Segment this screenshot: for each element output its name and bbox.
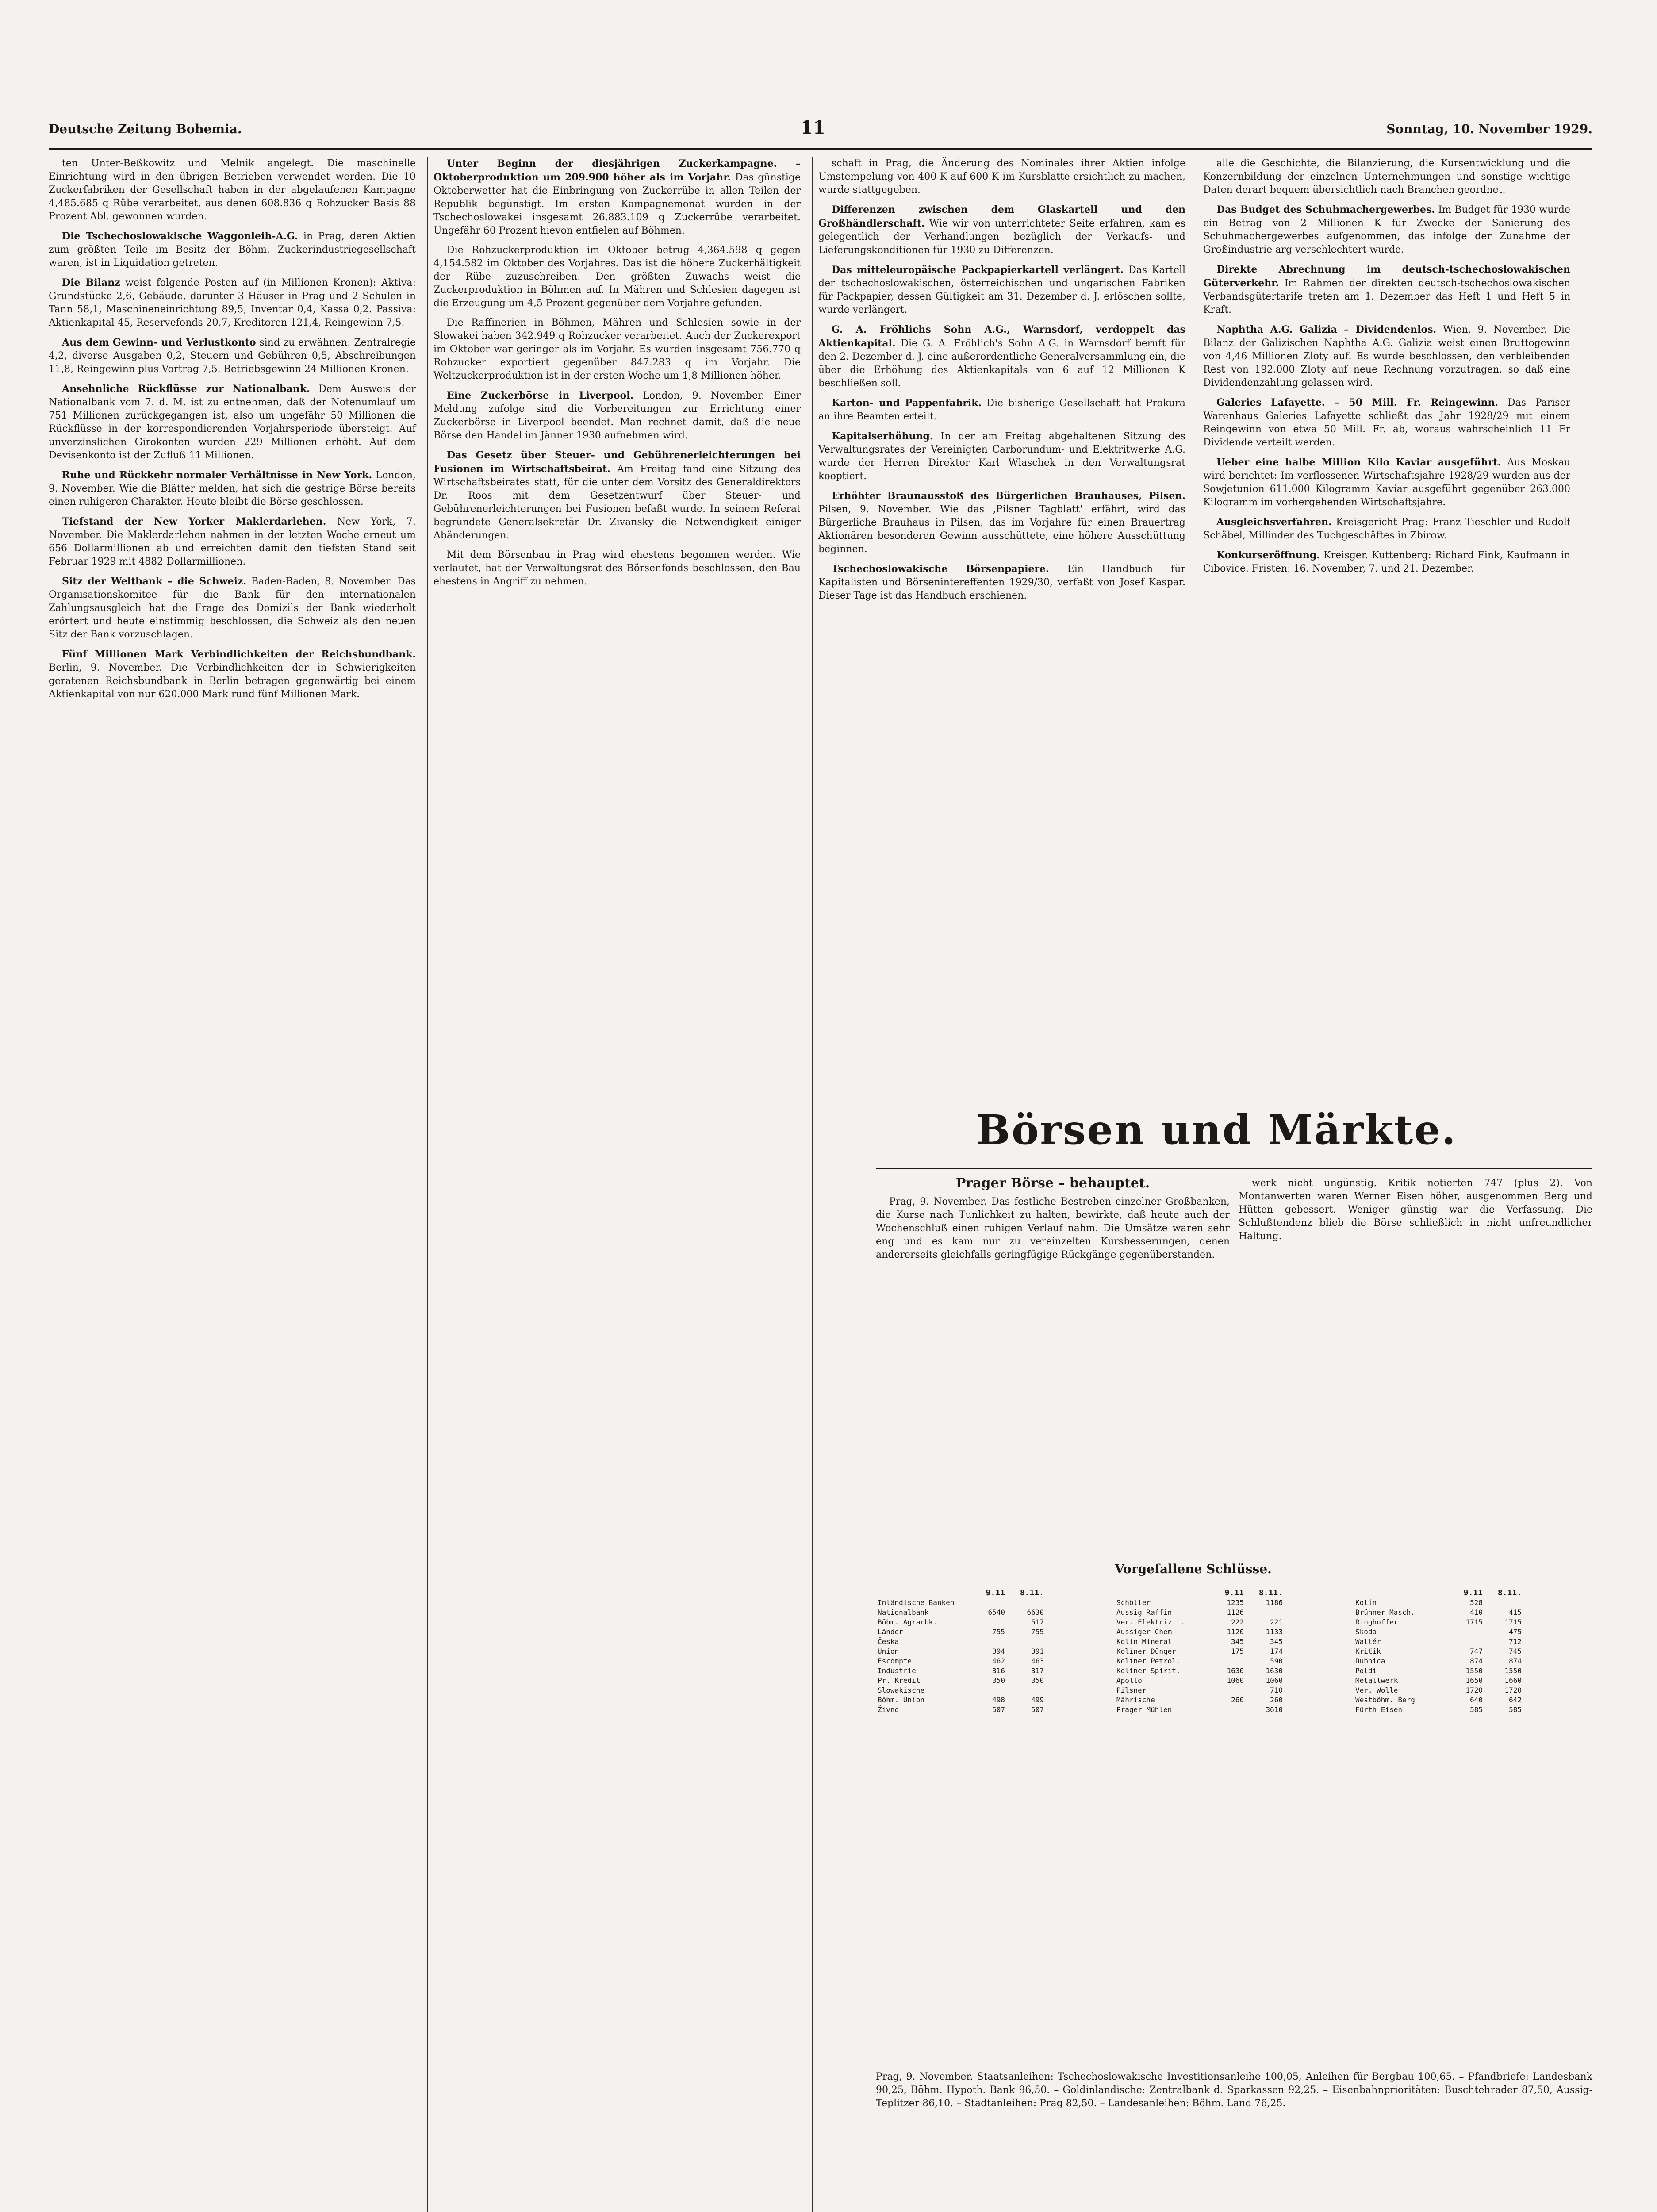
- article-paragraph: [818, 263, 1185, 317]
- security-name: Pr. Kredit: [878, 1676, 921, 1685]
- quotes-date-header: 9.11: [986, 1588, 1005, 1598]
- article-paragraph: [818, 396, 1185, 423]
- quote-value: 712: [1509, 1637, 1522, 1646]
- article-headline: Fünf Millionen Mark Verbindlichkeiten der Reichsbundbank.: [62, 649, 416, 660]
- article-text: Dem Ausweis der Nationalbank vom 7. d. M. ist zu entnehmen, daß der Notenumlauf um 751 Millionen zurückgegangen ist, also um ungefähr 50 Millionen die Rückflüsse in der korrespondierenden Vorjahrsperiode übersteigt. Auf unverzinslichen Girokonten wurden 229 Millionen erhöht. Auf dem Devisenkonto ist der Zufluß 11 Millionen.: [49, 384, 416, 461]
- security-name: Kolin Mineral: [1116, 1637, 1172, 1646]
- quote-row: [1354, 1627, 1523, 1637]
- quotes-header-row: [1354, 1588, 1523, 1598]
- quote-value: 874: [1509, 1657, 1522, 1665]
- article-text: New York, 7. November. Die Maklerdarlehen nahmen in der letzten Woche erneut um 656 Dollarmillionen ab und erreichten damit den tiefsten Stand seit Februar 1929 mit 4882 Dollarmillionen.: [49, 516, 416, 567]
- article-paragraph: [818, 430, 1185, 483]
- article-paragraph: [818, 562, 1185, 603]
- article-headline: Naphtha A.G. Galizia – Dividendenlos.: [1216, 324, 1437, 335]
- quote-value: 350: [992, 1676, 1005, 1685]
- quote-row: [876, 1705, 1046, 1715]
- quote-value: 410: [1470, 1608, 1483, 1617]
- quote-value: 6630: [1027, 1608, 1044, 1617]
- quote-value: 6540: [988, 1608, 1005, 1617]
- quote-row: [876, 1608, 1046, 1617]
- article-text: Baden-Baden, 8. November. Das Organisationskomitee für die Bank für den internationalen Zahlungsausgleich hat die Frage des Domizils der Bank wiederholt erörtert und heute einstimmig beschlossen, die Schweiz als den neuen Sitz der Bank vorzuschlagen.: [49, 576, 416, 640]
- quote-row: [876, 1617, 1046, 1627]
- quote-value: [1007, 1598, 1046, 1608]
- quote-value: 462: [992, 1657, 1005, 1665]
- quote-value: 475: [1509, 1628, 1522, 1636]
- quote-value: 175: [1231, 1647, 1244, 1655]
- market-report-text: Prag, 9. November. Das festliche Bestreben einzelner Großbanken, die Kurse nach Tunlichkeit zu halten, bewirkte, daß heute auch der Wochenschluß einen ruhigen Verlauf nahm. Die Umsätze waren sehr eng und es kam nur zu vereinzelten Kursbesserungen, denen andererseits gleichfalls geringfügige Rückgänge gegenüberstanden.: [876, 1196, 1230, 1260]
- quote-row: [1354, 1676, 1523, 1686]
- article-text: ten Unter-Beßkowitz und Melnik angelegt. Die maschinelle Einrichtung wird in den übrigen Betrieben verwendet werden. Die 10 Zuckerfabriken der Gesellschaft haben in der abgelaufenen Kampagne 4,485.685 q Rübe verarbeitet, aus denen 608.836 q Rohzucker Basis 88 Prozent Abl. gewonnen wurden.: [49, 158, 416, 222]
- quote-value: [1446, 1627, 1484, 1637]
- article-headline: Eine Zuckerbörse in Liverpool.: [447, 390, 634, 401]
- quote-value: [968, 1686, 1007, 1695]
- article-text: Im Budget für 1930 wurde ein Betrag von 2 Millionen K für Zwecke der Sanierung des Schuhmachergewerbes aufgenommen, das infolge der Zunahme der Großindustrie arg verschlechtert wurde.: [1203, 204, 1570, 255]
- article-paragraph: [1203, 157, 1570, 197]
- security-name: Schöller: [1116, 1598, 1151, 1607]
- quote-row: [876, 1647, 1046, 1656]
- security-name: Kolín: [1355, 1598, 1377, 1607]
- quote-value: 221: [1270, 1618, 1283, 1626]
- article-text: London, 9. November. Einer Meldung zufolge sind die Vorbereitungen zur Errichtung einer Zuckerbörse in Liverpool beendet. Man rechnet damit, daß die neue Börse den Handel im Jänner 1930 aufnehmen wird.: [433, 390, 801, 441]
- article-paragraph: [433, 157, 801, 238]
- quote-value: 1060: [1266, 1676, 1283, 1685]
- article-paragraph: [818, 203, 1185, 257]
- article-headline: Karton- und Pappenfabrik.: [832, 397, 982, 409]
- article-headline: Ruhe und Rückkehr normaler Verhältnisse in New York.: [62, 469, 372, 481]
- quote-value: 317: [1031, 1667, 1044, 1675]
- article-text: Wien, 9. November. Die Bilanz der Galizischen Naphtha A.G. Galizia weist einen Bruttogewinn von 4,46 Millionen Zloty auf. Es wurde beschlossen, den verbleibenden Rest von 192.000 Zloty auf neue Rechnung vorzutragen, so daß eine Dividendenzahlung gelassen wird.: [1203, 324, 1570, 388]
- quote-value: 498: [992, 1696, 1005, 1704]
- quote-value: 1630: [1266, 1667, 1283, 1675]
- quote-value: 1550: [1504, 1667, 1522, 1675]
- page-number: 11: [801, 117, 825, 138]
- quote-row: [1115, 1608, 1285, 1617]
- security-name: Union: [878, 1647, 899, 1655]
- quote-value: 874: [1470, 1657, 1483, 1665]
- security-name: Živno: [878, 1705, 899, 1714]
- article-paragraph: [433, 316, 801, 383]
- security-name: Industrie: [878, 1667, 916, 1675]
- quotes-table-2: [1115, 1588, 1285, 1715]
- quote-value: 640: [1470, 1696, 1483, 1704]
- quote-value: 585: [1509, 1705, 1522, 1714]
- article-paragraph: [49, 230, 416, 270]
- security-name: Česka: [878, 1637, 899, 1646]
- quote-value: 1133: [1266, 1628, 1283, 1636]
- article-paragraph: [1203, 456, 1570, 509]
- quote-value: 710: [1270, 1686, 1283, 1694]
- quote-value: [1007, 1686, 1046, 1695]
- quote-value: 755: [992, 1628, 1005, 1636]
- article-paragraph: [1203, 323, 1570, 390]
- quote-value: 260: [1270, 1696, 1283, 1704]
- security-name: Ver. Elektrizit.: [1116, 1618, 1185, 1626]
- quote-row: [1354, 1637, 1523, 1647]
- quote-row: [1115, 1647, 1285, 1656]
- market-report-right: [1239, 1177, 1592, 1248]
- quote-value: [1484, 1598, 1523, 1608]
- quote-value: 517: [1031, 1618, 1044, 1626]
- quote-value: 345: [1231, 1637, 1244, 1646]
- security-name: Prager Mühlen: [1116, 1705, 1172, 1714]
- security-name: Slowakische: [878, 1686, 924, 1694]
- quote-value: 507: [992, 1705, 1005, 1714]
- issue-date: Sonntag, 10. November 1929.: [1386, 122, 1592, 136]
- security-name: Ver. Wolle: [1355, 1686, 1398, 1694]
- article-text: in Prag, deren Aktien zum größten Teile im Besitz der Böhm. Zuckerindustriegesellschaft waren, ist in Liquidation getreten.: [49, 231, 416, 269]
- column-2: [433, 157, 801, 595]
- quote-value: 1235: [1227, 1598, 1244, 1607]
- quote-value: 1720: [1504, 1686, 1522, 1694]
- bond-quotes-paragraph: Prag, 9. November. Staatsanleihen: Tschechoslowakische Investitionsanleihe 100,05, Anleihen für Bergbau 100,65. – Pfandbriefe: Landesbank 90,25, Böhm. Hypoth. Bank 96,50. – Goldinlandische: Zentralbank d. Sparkassen 92,25. – Eisenbahnprioritäten: Buschtehrader 87,50, Aussig-Teplitzer 86,10. – Stadtanleihen: Prag 82,50. – Landesanleihen: Böhm. Land 76,25.: [876, 2071, 1592, 2109]
- security-name: Ringhoffer: [1355, 1618, 1398, 1626]
- article-text: Ein Handbuch für Kapitalisten und Börsenintereffenten 1929/30, verfaßt von Josef Kaspar. Dieser Tage ist das Handbuch erschienen.: [818, 564, 1185, 601]
- article-headline: Direkte Abrechnung im deutsch-tschechoslowakischen Güterverkehr.: [1203, 264, 1570, 289]
- quote-value: [968, 1617, 1007, 1627]
- quote-value: 1720: [1465, 1686, 1483, 1694]
- article-text: Die G. A. Fröhlich's Sohn A.G. in Warnsdorf beruft für den 2. Dezember d. J. eine außerordentliche Generalversammlung ein, die über die Erhöhung des Aktienkapitals von 6 auf 12 Millionen K beschließen soll.: [818, 338, 1185, 389]
- column-4: [1203, 157, 1570, 1095]
- quote-row: [1354, 1695, 1523, 1705]
- quote-row: [876, 1695, 1046, 1705]
- quote-row: [1115, 1627, 1285, 1637]
- quote-value: 1550: [1465, 1667, 1483, 1675]
- article-headline: Aus dem Gewinn- und Verlustkonto: [62, 337, 256, 348]
- quote-row: [1354, 1647, 1523, 1656]
- security-name: Kriťik: [1355, 1647, 1381, 1655]
- quote-row: [1115, 1598, 1285, 1608]
- quote-row: [876, 1627, 1046, 1637]
- article-text: London, 9. November. Wie die Blätter melden, hat sich die gestrige Börse bereits einen ruhigeren Charakter. Heute bleibt die Börse geschlossen.: [49, 470, 416, 507]
- article-headline: Sitz der Weltbank – die Schweiz.: [62, 576, 247, 587]
- column-3: [818, 157, 1185, 1095]
- quote-value: [1207, 1705, 1246, 1715]
- article-text: Die Rohzuckerproduktion im Oktober betrug 4,364.598 q gegen 4,154.582 im Oktober des Vorjahres. Das ist die höhere Zuckerhältigkeit der Rübe zuzuschreiben. Den größten Zuwachs weist die Zuckerproduktion in Böhmen auf. In Mähren und Schlesien dagegen ist die Erzeugung um 4,5 Prozent gegenüber dem Vorjahre gefunden.: [433, 245, 801, 309]
- quote-row: [1115, 1695, 1285, 1705]
- quote-value: 1186: [1266, 1598, 1283, 1607]
- quotes-table-3: [1354, 1588, 1523, 1715]
- article-text: Im Rahmen der direkten deutsch-tschechoslowakischen Verbandsgütertarife treten am 1. Dezember das Heft 1 und Heft 5 in Kraft.: [1203, 278, 1570, 315]
- article-text: Pilsen, 9. November. Wie das ‚Pilsner Tagblatt' erfährt, wird das Bürgerliche Brauhaus in Pilsen, das im Vorjahre für einen Brauertrag Aktionären besonderen Gewinn ausschüttete, eine höhere Ausschüttung beginnen.: [818, 504, 1185, 555]
- article-text: sind zu erwähnen: Zentralregie 4,2, diverse Ausgaben 0,2, Steuern und Gebühren 0,5, Abschreibungen 11,8, Reingewinn plus Vortrag 7,5, Betriebsgewinn 24 Millionen Kronen.: [49, 337, 416, 375]
- security-name: Escompte: [878, 1657, 912, 1665]
- security-name: Böhm. Agrarbk.: [878, 1618, 937, 1626]
- header-rule: [49, 148, 1592, 150]
- article-headline: G. A. Fröhlichs Sohn A.G., Warnsdorf, verdoppelt das Aktienkapital.: [818, 324, 1185, 349]
- article-paragraph: [1203, 396, 1570, 449]
- quotes-date-header: 9.11: [1463, 1588, 1483, 1598]
- quote-value: 350: [1031, 1676, 1044, 1685]
- article-headline: Konkurseröffnung.: [1216, 549, 1320, 561]
- article-headline: Kapitalserhöhung.: [832, 430, 933, 442]
- newspaper-header: [49, 117, 1592, 144]
- column-1: [49, 157, 416, 707]
- article-paragraph: [1203, 549, 1570, 576]
- section-title: Börsen und Märkte.: [976, 1106, 1457, 1154]
- article-paragraph: [433, 389, 801, 442]
- quote-row: [1354, 1656, 1523, 1666]
- article-paragraph: [49, 157, 416, 223]
- quotes-header-blank: [876, 1588, 968, 1598]
- quote-row: [876, 1637, 1046, 1647]
- quote-row: [1115, 1676, 1285, 1686]
- quote-value: 1630: [1227, 1667, 1244, 1675]
- security-name: Böhm. Union: [878, 1696, 924, 1704]
- market-report-left: [876, 1177, 1230, 1267]
- article-headline: Erhöhter Braunausstoß des Bürgerlichen Brauhauses, Pilsen.: [832, 490, 1185, 502]
- quote-value: 642: [1509, 1696, 1522, 1704]
- article-paragraph: [433, 449, 801, 542]
- quote-row: [1115, 1656, 1285, 1666]
- quote-row: [1354, 1608, 1523, 1617]
- quote-row: [1115, 1666, 1285, 1676]
- article-text: Das Pariser Warenhaus Galeries Lafayette schließt das Jahr 1928/29 mit einem Reingewinn von etwa 50 Mill. Fr. ab, woraus wahrscheinlich 11 Fr Dividende verteilt werden.: [1203, 397, 1570, 448]
- article-text: Wie wir von unterrichteter Seite erfahren, kam es gelegentlich der Verhandlungen bezüglich der Verkaufs- und Lieferungskonditionen für 1930 zu Differenzen.: [818, 218, 1185, 256]
- article-paragraph: [433, 244, 801, 310]
- article-paragraph: [818, 157, 1185, 197]
- quote-row: [876, 1656, 1046, 1666]
- security-name: Poldi: [1355, 1667, 1377, 1675]
- article-headline: Differenzen zwischen dem Glaskartell und den Großhändlerschaft.: [818, 204, 1185, 229]
- article-text: Aus Moskau wird berichtet: Im verflossenen Wirtschaftsjahre 1928/29 wurden aus der Sowjetunion 611.000 Kilogramm Kaviar ausgeführt gegenüber 263.000 Kilogramm im vorhergehenden Wirtschaftsjahre.: [1203, 457, 1570, 508]
- article-headline: Ueber eine halbe Million Kilo Kaviar ausgeführt.: [1216, 457, 1501, 468]
- quote-value: 590: [1270, 1657, 1283, 1665]
- quote-value: 345: [1270, 1637, 1283, 1646]
- quotes-header-row: [1115, 1588, 1285, 1598]
- article-paragraph: [1203, 515, 1570, 542]
- security-name: Aussiger Chem.: [1116, 1628, 1176, 1636]
- quote-value: 316: [992, 1667, 1005, 1675]
- quote-value: 415: [1509, 1608, 1522, 1617]
- quote-row: [876, 1666, 1046, 1676]
- article-text: In der am Freitag abgehaltenen Sitzung des Verwaltungsrates der Vereinigten Carborundum- und Elektritwerke A.G. wurde der Herren Direktor Karl Wlaschek in den Verwaltungsrat kooptiert.: [818, 431, 1185, 482]
- quote-value: 1126: [1227, 1608, 1244, 1617]
- quote-value: 1715: [1465, 1618, 1483, 1626]
- quote-value: 260: [1231, 1696, 1244, 1704]
- security-name: Länder: [878, 1628, 903, 1636]
- article-text: Am Freitag fand eine Sitzung des Wirtschaftsbeirates statt, für die unter dem Vorsitz des Generaldirektors Dr. Roos mit dem Gesetzentwurf über Steuer- und Gebührenerleichterungen bei Fusionen befaßt wurde. In seinem Referat begründete Generalsekretär Dr. Zivansky die Notwendigkeit einiger Abänderungen.: [433, 464, 801, 541]
- quote-value: 394: [992, 1647, 1005, 1655]
- security-name: Aussig Raffin.: [1116, 1608, 1176, 1617]
- security-name: Waltér: [1355, 1637, 1381, 1646]
- article-paragraph: [49, 336, 416, 376]
- article-paragraph: [49, 515, 416, 568]
- security-name: Pilsner: [1116, 1686, 1147, 1694]
- quote-row: [1115, 1705, 1285, 1715]
- security-name: Inländische Banken: [878, 1598, 955, 1607]
- article-headline: Die Tschechoslowakische Waggonleih-A.G.: [62, 230, 298, 242]
- quotes-header-row: [876, 1588, 1046, 1598]
- quote-value: [968, 1598, 1007, 1608]
- quote-value: [1207, 1686, 1246, 1695]
- article-text: Berlin, 9. November. Die Verbindlichkeiten der in Schwierigkeiten geratenen Reichsbundbank in Berlin betragen gegenwärtig bei einem Aktienkapital von nur 620.000 Mark rund fünf Millionen Mark.: [49, 662, 416, 700]
- column-divider: [812, 157, 813, 2212]
- security-name: Apollo: [1116, 1676, 1142, 1685]
- article-headline: Ansehnliche Rückflüsse zur Nationalbank.: [62, 383, 310, 395]
- security-name: Škoda: [1355, 1628, 1377, 1636]
- quote-value: 755: [1031, 1628, 1044, 1636]
- quote-row: [1354, 1617, 1523, 1627]
- article-text: Mit dem Börsenbau in Prag wird ehestens begonnen werden. Wie verlautet, hat der Verwaltungsrat des Börsenfonds beschlossen, den Bau ehestens in Angriff zu nehmen.: [433, 549, 801, 587]
- article-text: Kreisgericht Prag: Franz Tieschler und Rudolf Schäbel, Millinder des Tuchgeschäftes in Zbirow.: [1203, 517, 1570, 541]
- article-headline: Das Budget des Schuhmachergewerbes.: [1216, 204, 1435, 215]
- article-text: Kreisger. Kuttenberg: Richard Fink, Kaufmann in Cibovice. Fristen: 16. November, 7. und 21. Dezember.: [1203, 550, 1570, 574]
- article-text: schaft in Prag, die Änderung des Nominales ihrer Aktien infolge Umstempelung von 400 K auf 600 K im Kursblatte ersichtlich zu machen, wurde stattgegeben.: [818, 158, 1185, 196]
- article-paragraph: [818, 323, 1185, 390]
- market-subhead: Prager Börse – behauptet.: [955, 1175, 1150, 1191]
- article-headline: Tiefstand der New Yorker Maklerdarlehen.: [62, 516, 326, 527]
- quote-row: [1354, 1666, 1523, 1676]
- quote-value: 174: [1270, 1647, 1283, 1655]
- quote-value: 745: [1509, 1647, 1522, 1655]
- quote-value: [1446, 1637, 1484, 1647]
- article-paragraph: [49, 276, 416, 330]
- quote-row: [876, 1676, 1046, 1686]
- quote-value: 391: [1031, 1647, 1044, 1655]
- quote-value: 499: [1031, 1696, 1044, 1704]
- quote-row: [876, 1598, 1046, 1608]
- article-text: weist folgende Posten auf (in Millionen Kronen): Aktiva: Grundstücke 2,6, Gebäude, darunter 3 Häuser in Prag und 2 Schulen in Tann 58,1, Maschineneinrichtung 89,5, Inventar 0,4, Kassa 0,2. Passiva: Aktienkapital 45, Reservefonds 20,7, Kreditoren 121,4, Reingewinn 7,5.: [49, 277, 416, 328]
- security-name: Dubnica: [1355, 1657, 1385, 1665]
- quote-value: [1007, 1637, 1046, 1647]
- security-name: Mährische: [1116, 1696, 1155, 1704]
- quote-value: 747: [1470, 1647, 1483, 1655]
- security-name: Brünner Masch.: [1355, 1608, 1415, 1617]
- quotes-date-header: 8.11.: [1497, 1588, 1522, 1598]
- article-headline: Unter Beginn der diesjährigen Zuckerkampagne. – Oktoberproduktion um 209.900 höher als im Vorjahr.: [433, 158, 801, 183]
- article-text: Die bisherige Gesellschaft hat Prokura an ihre Beamten erteilt.: [818, 398, 1185, 422]
- security-name: Metallwerk: [1355, 1676, 1398, 1685]
- security-name: Kolíner Dünger: [1116, 1647, 1176, 1655]
- article-text: Das günstige Oktoberwetter hat die Einbringung von Zuckerrübe in allen Teilen der Republik begünstigt. Im ersten Kampagnemonat wurden in der Tschechoslowakei insgesamt 26.883.109 q Zuckerrübe verarbeitet. Ungefähr 60 Prozent hievon entfielen auf Böhmen.: [433, 172, 801, 236]
- article-paragraph: [49, 648, 416, 701]
- section-rule: [876, 1168, 1592, 1169]
- article-headline: Ausgleichsverfahren.: [1216, 516, 1332, 528]
- security-name: Kolíner Spirit.: [1116, 1667, 1181, 1675]
- publication-name: Deutsche Zeitung Bohemia.: [49, 122, 242, 136]
- article-paragraph: [818, 489, 1185, 556]
- quote-row: [1115, 1686, 1285, 1695]
- security-name: Westböhm. Berg: [1355, 1696, 1415, 1704]
- article-paragraph: [49, 469, 416, 509]
- article-paragraph: [1203, 203, 1570, 257]
- quote-value: 1650: [1465, 1676, 1483, 1685]
- security-name: Kolíner Petrol.: [1116, 1657, 1181, 1665]
- quotes-header-blank: [1115, 1588, 1207, 1598]
- quote-value: 528: [1470, 1598, 1483, 1607]
- quote-value: [1246, 1608, 1285, 1617]
- article-paragraph: [433, 549, 801, 588]
- quote-value: 1060: [1227, 1676, 1244, 1685]
- quote-value: 222: [1231, 1618, 1244, 1626]
- article-text: Das Kartell der tschechoslowakischen, österreichischen und ungarischen Fabriken für Packpapier, dessen Gültigkeit am 31. Dezember d. J. erlöschen sollte, wurde verlängert.: [818, 265, 1185, 315]
- quote-value: 1715: [1504, 1618, 1522, 1626]
- quote-row: [1354, 1705, 1523, 1715]
- quote-value: 585: [1470, 1705, 1483, 1714]
- column-divider: [427, 157, 428, 2212]
- quote-row: [876, 1686, 1046, 1695]
- quote-value: 3610: [1266, 1705, 1283, 1714]
- quote-value: 1660: [1504, 1676, 1522, 1685]
- quote-value: 1120: [1227, 1628, 1244, 1636]
- security-name: Nationalbank: [878, 1608, 929, 1617]
- quote-value: 463: [1031, 1657, 1044, 1665]
- article-headline: Das Gesetz über Steuer- und Gebührenerleichterungen bei Fusionen im Wirtschaftsbeirat.: [433, 449, 801, 475]
- quote-value: [968, 1637, 1007, 1647]
- security-name: Fürth Eisen: [1355, 1705, 1402, 1714]
- quote-value: [1207, 1656, 1246, 1666]
- quote-value: 507: [1031, 1705, 1044, 1714]
- quote-row: [1115, 1617, 1285, 1627]
- quotes-date-header: 8.11.: [1020, 1588, 1044, 1598]
- quote-row: [1354, 1598, 1523, 1608]
- article-headline: Die Bilanz: [62, 277, 120, 288]
- article-headline: Galeries Lafayette. – 50 Mill. Fr. Reingewinn.: [1216, 397, 1498, 408]
- quotes-header-blank: [1354, 1588, 1446, 1598]
- quotes-table-title: Vorgefallene Schlüsse.: [1115, 1562, 1272, 1576]
- quotes-table-1: [876, 1588, 1046, 1715]
- article-headline: Tschechoslowakische Börsenpapiere.: [832, 563, 1049, 575]
- quotes-date-header: 9.11: [1224, 1588, 1244, 1598]
- article-headline: Das mitteleuropäische Packpapierkartell verlängert.: [832, 264, 1124, 276]
- quotes-date-header: 8.11.: [1258, 1588, 1283, 1598]
- article-text: alle die Geschichte, die Bilanzierung, die Kursentwicklung und die Konzernbildung der einzelnen Unternehmungen und sonstige wichtige Daten derart bequem übersichtlich nach Branchen geordnet.: [1203, 158, 1570, 196]
- article-paragraph: [49, 382, 416, 462]
- article-paragraph: [49, 575, 416, 641]
- market-report-text: werk nicht ungünstig. Kritik notierten 747 (plus 2). Von Montanwerten waren Werner Eisen höher, ausgenommen Berg und Hütten gebessert. Weniger günstig war die Verfassung. Die Schlußtendenz blieb die Börse schließlich in nicht unfreundlicher Haltung.: [1239, 1178, 1592, 1242]
- article-text: Die Raffinerien in Böhmen, Mähren und Schlesien sowie in der Slowakei haben 342.949 q Rohzucker verarbeitet. Auch der Zuckerexport im Oktober war geringer als im Vorjahr. Es wurden insgesamt 756.770 q Rohzucker exportiert gegenüber 847.283 q im Vorjahr. Die Weltzuckerproduktion ist in der ersten Woche um 1,8 Millionen höher.: [433, 317, 801, 381]
- quote-row: [1354, 1686, 1523, 1695]
- article-paragraph: [1203, 263, 1570, 317]
- quote-row: [1115, 1637, 1285, 1647]
